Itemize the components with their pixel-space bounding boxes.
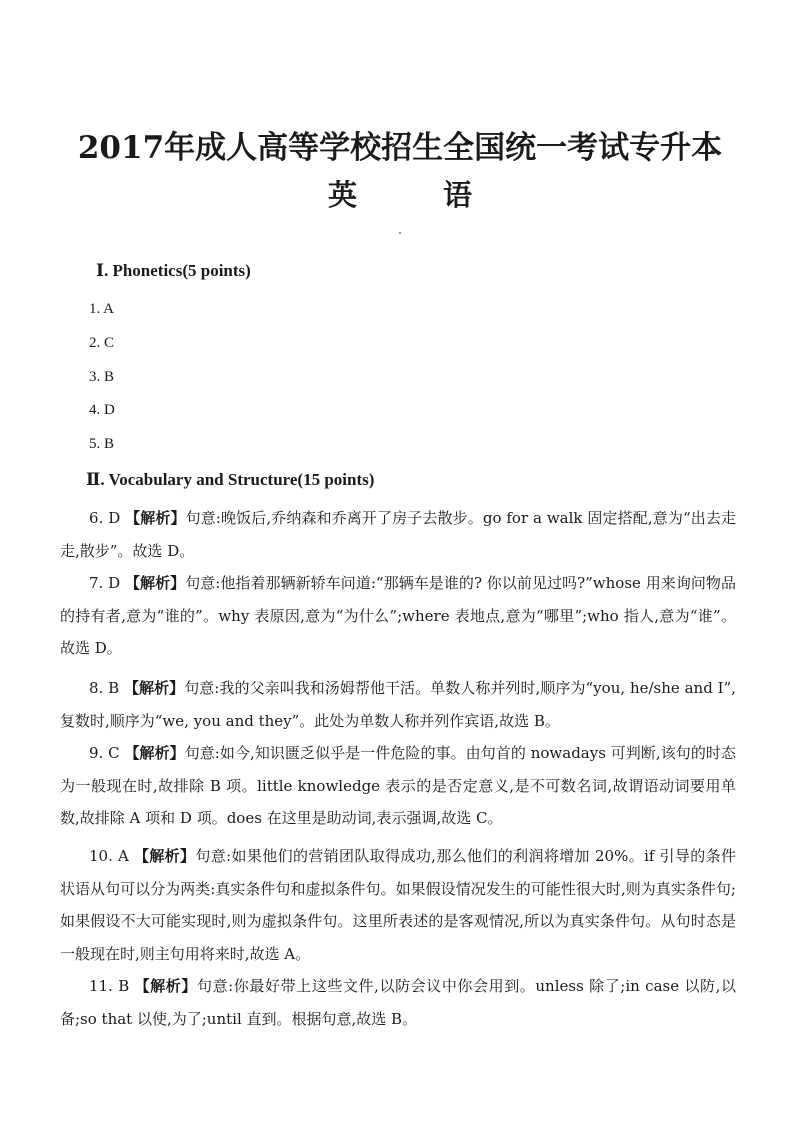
- explanation-paragraph: [60, 567, 736, 665]
- explanation-paragraph: [60, 737, 736, 835]
- question-number: 10. A: [89, 847, 129, 865]
- question-number: 7. D: [89, 574, 121, 592]
- explanation-paragraph: [60, 840, 736, 970]
- question-number: 8. B: [89, 679, 120, 697]
- explanation-text: 句意:你最好带上这些文件,以防会议中你会用到。unless 除了;in case 以防,以备;so that 以使,为了;until 直到。根据句意,故选 B。: [60, 977, 736, 1028]
- explanation-text: 句意:如果他们的营销团队取得成功,那么他们的利润将增加 20%。if 引导的条件状语从句可以分为两类:真实条件句和虚拟条件句。如果假设情况发生的可能性很大时,则为真实条件句;如果假设不大可能实现时,则为虚拟条件句。这里所表述的是客观情况,所以为真实条件句。从句时态是一般现在时,则主句用将来时,故选 A。: [60, 847, 736, 963]
- explanation-paragraph: [60, 502, 736, 567]
- explanation-paragraph: [60, 970, 736, 1035]
- question-number: 11. B: [89, 977, 130, 995]
- section-heading-vocabulary: Ⅱ. Vocabulary and Structure(15 points): [86, 470, 375, 489]
- document-subtitle: 英 语: [327, 178, 511, 212]
- explanation-paragraph: [60, 672, 736, 737]
- answer-item: 5. B: [89, 436, 115, 452]
- question-number: 6. D: [89, 509, 121, 527]
- explanation-text: 句意:我的父亲叫我和汤姆帮他干活。单数人称并列时,顺序为“you, he/she and I”,复数时,顺序为“we, you and they”。此处为单数人称并列作宾语,故选 B。: [60, 679, 736, 730]
- analysis-tag: 【解析】: [133, 847, 196, 865]
- explanation-text: 句意:他指着那辆新轿车问道:“那辆车是谁的? 你以前见过吗?”whose 用来询问物品的持有者,意为“谁的”。why 表原因,意为“为什么”;where 表地点,意为“哪里”;who 指人,意为“谁”。故选 D。: [60, 574, 736, 657]
- explanation-text: 句意:晚饭后,乔纳森和乔离开了房子去散步。go for a walk 固定搭配,意为“出去走走,散步”。故选 D。: [60, 509, 736, 560]
- analysis-tag: 【解析】: [124, 574, 186, 592]
- answer-item: 4. D: [89, 402, 115, 418]
- answer-item: 2. C: [89, 335, 115, 351]
- analysis-tag: 【解析】: [124, 744, 185, 762]
- analysis-tag: 【解析】: [123, 679, 185, 697]
- answer-item: 1. A: [89, 301, 115, 317]
- document-title: 2017年成人高等学校招生全国统一考试专升本: [77, 130, 723, 166]
- section-heading-phonetics: Ⅰ. Phonetics(5 points): [96, 261, 251, 280]
- analysis-tag: 【解析】: [125, 509, 186, 527]
- question-number: 9. C: [89, 744, 120, 762]
- analysis-tag: 【解析】: [134, 977, 197, 995]
- answer-item: 3. B: [89, 369, 115, 385]
- decorative-dot: [399, 232, 401, 234]
- explanation-text: 句意:如今,知识匮乏似乎是一件危险的事。由句首的 nowadays 可判断,该句的时态为一般现在时,故排除 B 项。little knowledge 表示的是否定意义,是不可数名词,故谓语动词要用单数,故排除 A 项和 D 项。does 在这里是助动词,表示强调,故选 C。: [60, 744, 736, 827]
